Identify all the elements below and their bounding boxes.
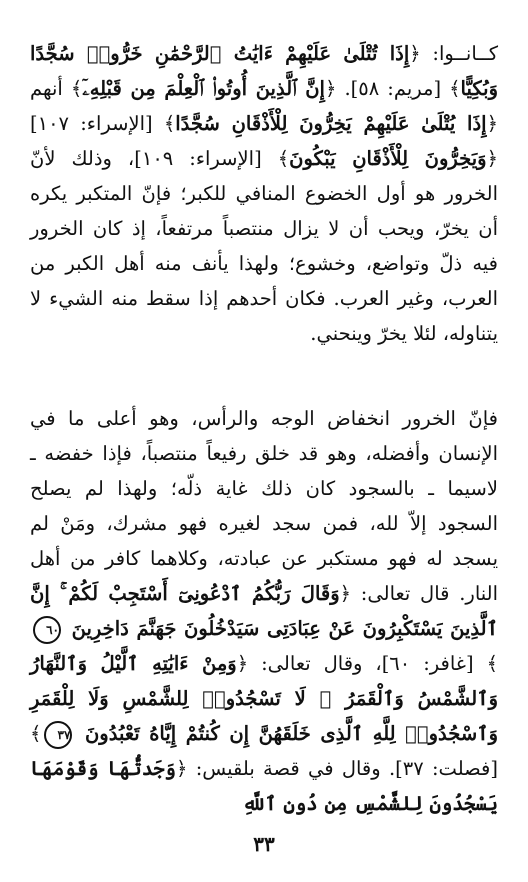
verse-bracket-close: ﴾ bbox=[70, 77, 83, 100]
quran-verse bbox=[164, 112, 498, 135]
text-segment: [مريم: ٥٨]. bbox=[336, 77, 450, 100]
verse-bracket-open: ﴿ bbox=[486, 147, 499, 170]
verse-text: وَقَالَ رَبُّكُمُ ٱدْعُونِىٓ أَسْتَجِبْ لَكُمْ ۚ إِنَّ ٱلَّذِينَ يَسْتَكْبِرُونَ عَنْ عِبَادَتِى سَيَدْخُلُونَ جَهَنَّمَ دَاخِرِينَ bbox=[30, 582, 498, 640]
verse-bracket-open: ﴿ bbox=[409, 42, 421, 65]
verse-text: وَجَدتُّهَا وَقَوْمَهَا يَسْجُدُونَ لِلشَّمْسِ مِن دُونِ ٱللَّهِ bbox=[30, 757, 498, 815]
text-segment: كــانــوا: bbox=[420, 42, 499, 65]
verse-bracket-open: ﴿ bbox=[486, 112, 498, 135]
verse-bracket-close: ﴾ bbox=[486, 652, 498, 675]
paragraph-1 bbox=[30, 36, 498, 351]
verse-text: إِنَّ ٱلَّذِينَ أُوتُوا۟ ٱلْعِلْمَ مِن قَبْلِهِۦٓ bbox=[82, 77, 325, 100]
text-segment: [فصلت: ٣٧]. وقال في قصة بلقيس: bbox=[187, 757, 498, 780]
page-number: ٣٣ bbox=[253, 832, 275, 856]
paragraph-2 bbox=[30, 401, 498, 821]
verse-bracket-close: ﴾ bbox=[277, 147, 290, 170]
verse-text: إِذَا يُتْلَىٰ عَلَيْهِمْ يَخِرُّونَ لِلْأَذْقَانِ سُجَّدًا bbox=[175, 112, 487, 135]
text-segment: [الإسراء: ١٠٧] bbox=[30, 112, 164, 135]
verse-bracket-open: ﴿ bbox=[175, 757, 188, 780]
verse-text: إِذَا تُتْلَىٰ عَلَيْهِمْ ءَايَٰتُ ٱلرَّحْمَٰنِ خَرُّوا۟ سُجَّدًا وَبُكِيًّا bbox=[30, 42, 498, 100]
verse-bracket-close: ﴾ bbox=[30, 722, 42, 745]
text-segment: فإنّ الخرور انخفاض الوجه والرأس، وهو أعلى ما في الإنسان وأفضله، وهو قد خلق رفيعاً منتصباً، فإذا خفضه ـ لاسيما ـ بالسجود كان ذلك غاية ذلّه؛ ولهذا لم يصلح السجود إلاّ لله، فمن سجد لغيره فهو مشرك، ومَنْ لم يسجد له فهو مستكبر عن عبادته، وكلاهما كافر من أهل النار. قال تعالى: bbox=[30, 407, 499, 605]
verse-bracket-close: ﴾ bbox=[449, 77, 461, 100]
verse-bracket-open: ﴿ bbox=[339, 582, 352, 605]
ayah-number-marker: ٦٠ bbox=[33, 616, 61, 644]
text-segment: أنهم bbox=[30, 77, 71, 100]
text-segment: [الإسراء: ١٠٩]، وذلك لأنّ الخرور هو أول الخضوع المنافي للكبر؛ فإنّ المتكبر يكره أن يخرّ، ويحب أن لا يزال منتصباً مرتفعاً، إذ كان الخرور فيه ذلّ وتواضع، وخشوع؛ ولهذا يأنف منه أهل الكبر من العرب، وغير العرب. فكان أحدهم إذا سقط منه الشيء لا يتناوله، لئلا يخرّ وينحني. bbox=[30, 147, 498, 345]
ayah-number-marker: ٣٧ bbox=[44, 721, 72, 749]
quran-verse bbox=[71, 77, 337, 100]
verse-text: وَيَخِرُّونَ لِلْأَذْقَانِ يَبْكُونَ bbox=[289, 147, 487, 170]
quran-verse bbox=[278, 147, 498, 170]
text-segment: [غافر: ٦٠]، وقال تعالى: bbox=[248, 652, 487, 675]
verse-bracket-open: ﴿ bbox=[324, 77, 337, 100]
verse-bracket-open: ﴿ bbox=[236, 652, 249, 675]
verse-text: وَمِنْ ءَايَٰتِهِ ٱلَّيْلُ وَٱلنَّهَارُ وَٱلشَّمْسُ وَٱلْقَمَرُ ۚ لَا تَسْجُدُوا۟ لِلشَّمْسِ وَلَا لِلْقَمَرِ وَٱسْجُدُوا۟ لِلَّهِ ٱلَّذِى خَلَقَهُنَّ إِن كُنتُمْ إِيَّاهُ تَعْبُدُونَ bbox=[30, 652, 498, 745]
verse-bracket-close: ﴾ bbox=[163, 112, 176, 135]
